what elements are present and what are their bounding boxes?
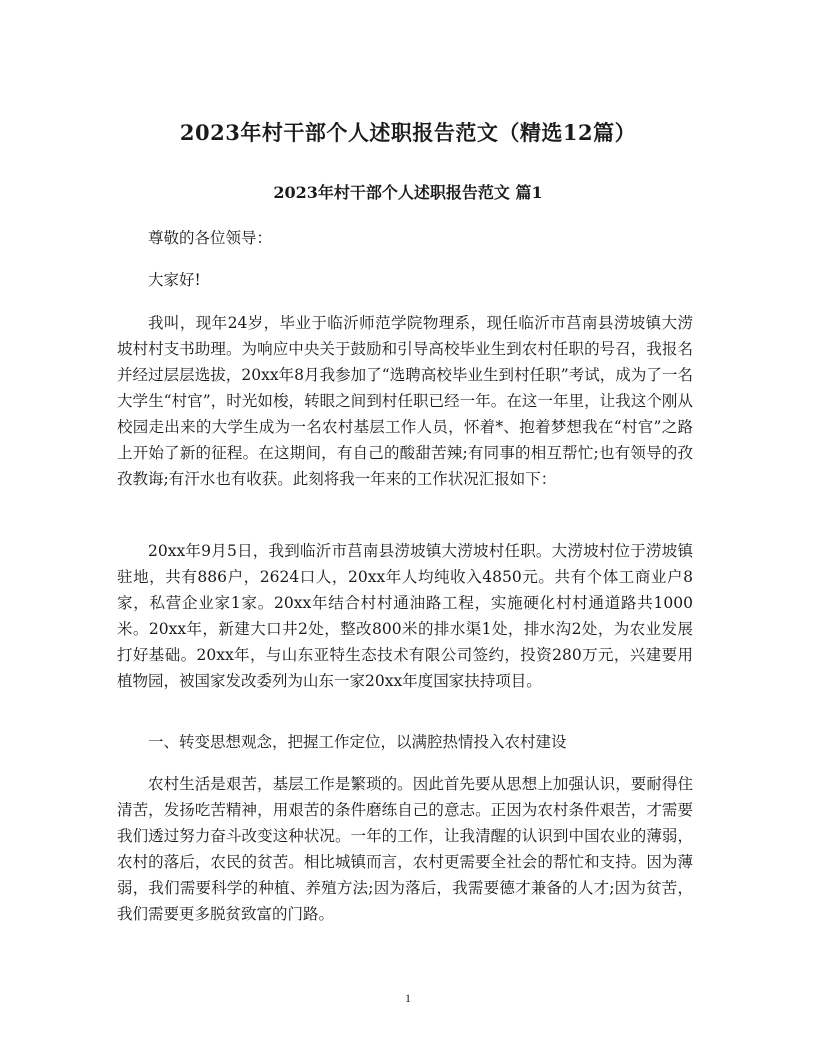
document-title: 2023年村干部个人述职报告范文（精选12篇） [179,120,637,145]
greeting-salutation: 尊敬的各位领导： [148,229,273,247]
greeting-hello: 大家好! [148,271,201,289]
page-number: 1 [405,991,411,1005]
subheading-section-one: 一、转变思想观念，把握工作定位，以满腔热情投入农村建设 [148,733,567,751]
section-title: 2023年村干部个人述职报告范文 篇1 [273,183,543,202]
paragraph-introduction: 我叫，现年24岁，毕业于临沂师范学院物理系，现任临沂市莒南县涝坡镇大涝坡村村支书助理。为响应中央关于鼓励和引导高校毕业生到农村任职的号召，我报名并经过层层选拔，20xx年8月我参加了“选聘高校毕业生到村任职”考试，成为了一名大学生“村官”，时光如梭，转眼之间到村任职已经一年。在这一年里，让我这个刚从校园走出来的大学生成为一名农村基层工作人员，怀着*、抱着梦想我在“村官”之路上开始了新的征程。在这期间，有自己的酸甜苦辣;有同事的相互帮忙;也有领导的孜孜教诲;有汗水也有收获。此刻将我一年来的工作状况汇报如下： [117,314,693,488]
paragraph-village-overview: 20xx年9月5日，我到临沂市莒南县涝坡镇大涝坡村任职。大涝坡村位于涝坡镇驻地，共有886户，2624口人，20xx年人均纯收入4850元。共有个体工商业户8家，私营企业家1家。20xx年结合村村通油路工程，实施硬化村村通道路共1000米。20xx年，新建大口井2处，整改800米的排水渠1处，排水沟2处，为农业发展打好基础。20xx年，与山东亚特生态技术有限公司签约，投资280万元，兴建要用植物园，被国家发改委列为山东一家20xx年度国家扶持项目。 [117,542,693,690]
paragraph-rural-life: 农村生活是艰苦，基层工作是繁琐的。因此首先要从思想上加强认识，要耐得住清苦，发扬吃苦精神，用艰苦的条件磨练自己的意志。正因为农村条件艰苦，才需要我们透过努力奋斗改变这种状况。一年的工作，让我清醒的认识到中国农业的薄弱，农村的落后，农民的贫苦。相比城镇而言，农村更需要全社会的帮忙和支持。因为薄弱，我们需要科学的种植、养殖方法;因为落后，我需要德才兼备的人才;因为贫苦，我们需要更多脱贫致富的门路。 [117,775,693,923]
